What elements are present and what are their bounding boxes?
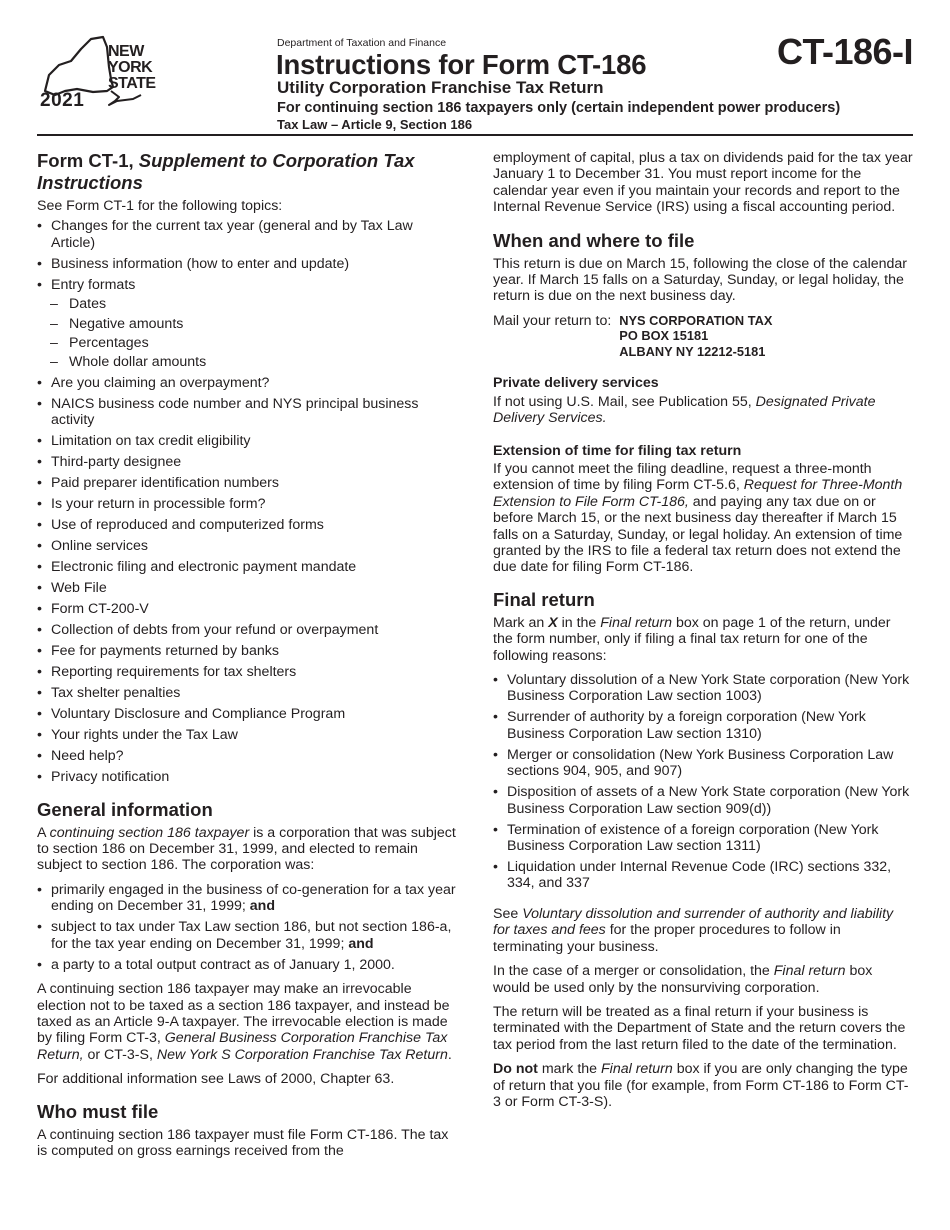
list-item: • Voluntary dissolution of a New York State corporation (New York Business Corporation Law section 1003) [493,672,913,705]
final-paragraph: The return will be treated as a final return if your business is terminated with the Department of State and the return covers the tax period from the last return filed to the date of the termination. [493,1003,906,1053]
heading-emphasis: Supplement to Corporation Tax Instructions [37,150,415,193]
text-emphasis: Final return [773,963,846,980]
private-delivery-heading: Private delivery services [493,375,659,392]
list-item: • Reporting requirements for tax shelters [37,664,457,680]
extension-heading: Extension of time for filing tax return [493,442,742,459]
address-line: ALBANY NY 12212-5181 [619,343,766,359]
text-emphasis: Final return [600,614,673,631]
general-paragraph: For additional information see Laws of 2000, Chapter 63. [37,1071,395,1088]
text-run: box on page 1 of the return, under the form number, only if filing a final tax return for one of the following reasons: [493,614,891,664]
ct1-heading [37,150,457,194]
list-item: • Collection of debts from your refund or overpayment [37,622,457,638]
text-strong: and [249,898,275,915]
list-item: • Fee for payments returned by banks [37,643,457,659]
final-reasons-list [493,672,913,892]
list-item: • Merger or consolidation (New York Business Corporation Law sections 904, 905, and 907) [493,747,913,780]
list-item: • Is your return in processible form? [37,496,457,512]
law-reference: Tax Law – Article 9, Section 186 [277,117,473,132]
text-emphasis: Request for Three-Month Extension to File Form CT-186, [493,477,903,510]
text-emphasis: New York S Corporation Franchise Tax Return [156,1046,448,1063]
text-run: is a corporation that was subject to section 186 on December 31, 1999, and elected to remain subject to section 186. The corporation was: [37,824,456,874]
applicability-note: For continuing section 186 taxpayers only (certain independent power producers) [277,100,841,116]
list-item: • Business information (how to enter and update) [37,256,457,272]
general-information-heading: General information [37,798,213,820]
address-line: NYS CORPORATION TAX [619,312,773,328]
page-title: Instructions for Form CT-186 [276,49,647,80]
text-run: . [447,1046,452,1063]
final-paragraph [493,615,913,664]
text-run: for the proper procedures to follow in terminating your business. [493,922,841,955]
left-column [37,150,457,1167]
list-item: – Negative amounts [37,316,457,332]
final-paragraph [493,1061,913,1110]
when-paragraph: This return is due on March 15, following the close of the calendar year. If March 15 falls on a Saturday, Sunday, or legal holiday, the return is due on the next business day. [493,255,908,305]
text-run: If you cannot meet the filing deadline, request a three-month extension of time by filing Form CT-5.6, [493,460,872,494]
ct1-topics-list-continued [37,375,457,786]
list-item: • Third-party designee [37,454,457,470]
list-item: • Entry formats [37,277,457,293]
text-run: Mark an [493,614,549,631]
text-emphasis: X [548,614,558,631]
text-run: mark the [537,1061,601,1078]
department-name: Department of Taxation and Finance [277,37,447,49]
text-strong: Do not [493,1061,538,1078]
extension-paragraph [493,461,913,576]
text-emphasis: continuing section 186 taxpayer [49,824,250,841]
text-strong: and [348,935,374,952]
logo-year: 2021 [40,90,85,111]
page-subtitle: Utility Corporation Franchise Tax Return [277,78,604,97]
mailing-address-block [493,313,913,360]
list-item: • Web File [37,580,457,596]
list-item: • Privacy notification [37,769,457,785]
list-item: • Termination of existence of a foreign corporation (New York Business Corporation Law section 1311) [493,822,913,855]
list-item: • Changes for the current tax year (general and by Tax Law Article) [37,218,457,251]
logo-word: NEW [108,43,144,60]
ct1-intro: See Form CT-1 for the following topics: [37,198,283,214]
final-return-heading: Final return [493,588,595,610]
text-run: box if you are only changing the type of return that you file (for example, from Form CT-186 to Form CT-3 or Form CT-3-S). [493,1061,909,1110]
list-item: – Dates [37,296,457,312]
text-run: See [493,905,523,922]
general-paragraph [37,825,457,874]
when-where-heading: When and where to file [493,229,695,251]
logo-word: STATE [108,75,156,92]
text-emphasis: Final return [601,1061,673,1078]
private-delivery-paragraph [493,394,913,427]
heading-text: Form CT-1, [37,150,139,171]
mail-label: Mail your return to: [493,312,612,329]
list-item: – Whole dollar amounts [37,354,457,370]
header-divider [37,134,913,136]
general-paragraph [37,981,457,1063]
list-item: • Are you claiming an overpayment? [37,375,457,391]
text-run: A continuing section 186 taxpayer may make an irrevocable election not to be taxed as a section 186 taxpayer, and instead be taxed as an Article 9-A taxpayer. The irrevocable election is made by filing Form CT-3, [37,981,450,1047]
form-number: CT-186-I [776,31,913,72]
general-criteria-list [37,882,457,973]
list-item: • Need help? [37,748,457,764]
logo-word: YORK [108,59,153,76]
text-run: In the case of a merger or consolidation, the [493,963,774,980]
logo-wordmark [108,44,156,92]
text-run: in the [557,614,601,631]
who-must-file-heading: Who must file [37,1100,159,1122]
final-paragraph [493,963,913,996]
list-item: • Liquidation under Internal Revenue Code (IRC) sections 332, 334, and 337 [493,859,913,892]
text-emphasis: General Business Corporation Franchise Tax Return, [37,1030,448,1063]
text-emphasis: Designated Private Delivery Services. [493,393,876,427]
text-run: A [37,824,50,841]
who-paragraph: A continuing section 186 taxpayer must file Form CT-186. The tax is computed on gross earnings received from the [37,1126,449,1159]
list-item: – Percentages [37,335,457,351]
list-item: • Online services [37,538,457,554]
list-item: • Electronic filing and electronic payment mandate [37,559,457,575]
list-item [37,919,457,952]
address-line: PO BOX 15181 [619,328,709,344]
text-run: box would be used only by the nonsurviving corporation. [493,963,873,996]
text-run: or CT-3-S, [83,1046,157,1063]
list-item: • Your rights under the Tax Law [37,727,457,743]
entry-formats-list [37,296,457,371]
list-item: • a party to a total output contract as of January 1, 2000. [37,957,457,973]
list-item [37,882,457,915]
list-item: • Surrender of authority by a foreign corporation (New York Business Corporation Law section 1310) [493,709,913,742]
list-item: • NAICS business code number and NYS principal business activity [37,396,457,429]
who-paragraph-continued: employment of capital, plus a tax on dividends paid for the tax year January 1 to December 31. You must report income for the calendar year even if you maintain your records and report to the Internal Revenue Service (IRS) using a fiscal accounting period. [493,150,913,216]
text-run: subject to tax under Tax Law section 186, but not section 186-a, for the tax year ending on December 31, 1999; [51,919,452,952]
list-item: • Tax shelter penalties [37,685,457,701]
list-item: • Use of reproduced and computerized forms [37,517,457,533]
list-item: • Paid preparer identification numbers [37,475,457,491]
list-item: • Disposition of assets of a New York State corporation (New York Business Corporation Law section 909(d)) [493,784,913,817]
list-item: • Form CT-200-V [37,601,457,617]
text-emphasis: Voluntary dissolution and surrender of authority and liability for taxes and fees [493,905,894,939]
mailing-address [619,313,772,360]
ct1-topics-list [37,218,457,293]
right-column [493,150,913,1118]
final-paragraph [493,906,913,955]
list-item: • Limitation on tax credit eligibility [37,433,457,449]
text-run: If not using U.S. Mail, see Publication 55, [493,393,756,410]
text-run: and paying any tax due on or before March 15, or the next business day thereafter if March 15 falls on a Saturday, Sunday, or legal holiday. An extension of time granted by the IRS to file a federal tax return does not extend the due date for filing Form CT-186. [493,493,903,576]
list-item: • Voluntary Disclosure and Compliance Program [37,706,457,722]
text-run: primarily engaged in the business of co-generation for a tax year ending on December 31, 1999; [51,881,456,915]
